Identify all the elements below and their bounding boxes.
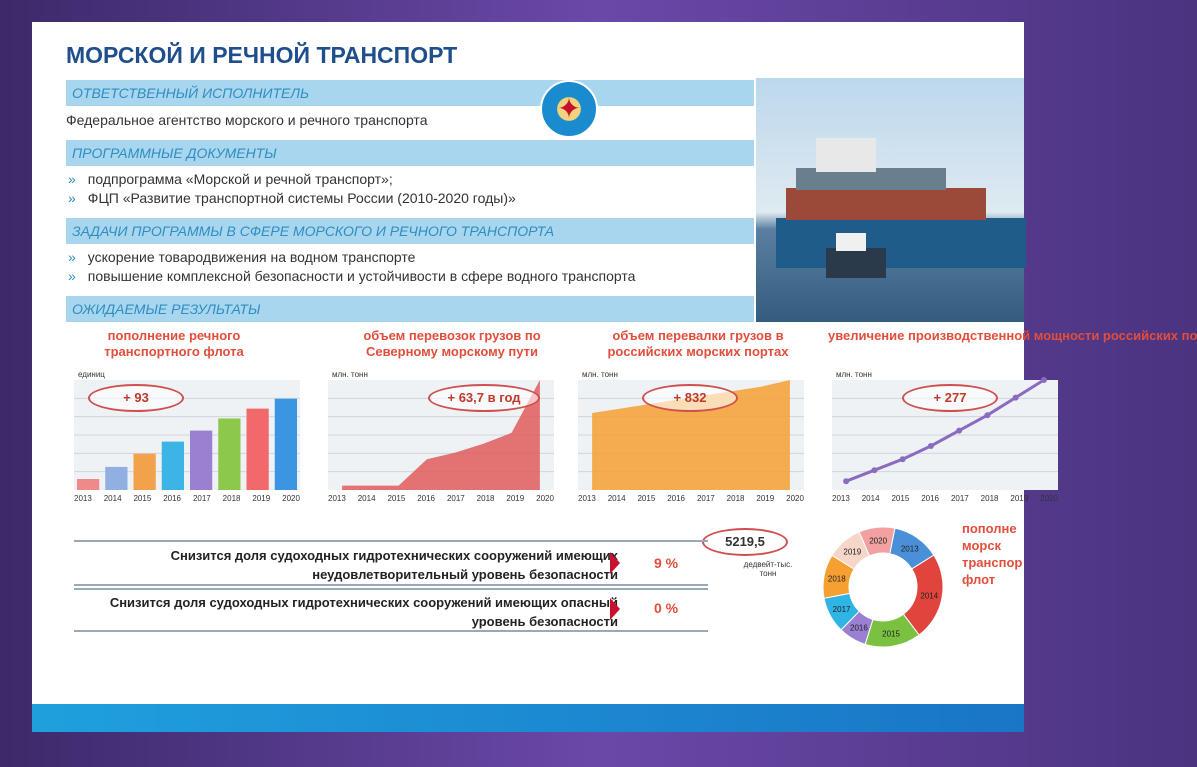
annotation-badge: + 93 bbox=[88, 384, 184, 412]
result-value-1: 9 % bbox=[654, 555, 679, 571]
slide bbox=[32, 22, 1197, 732]
data-point bbox=[900, 456, 906, 462]
donut-chart bbox=[818, 522, 948, 652]
tick-label: 2018 bbox=[980, 494, 999, 503]
data-point bbox=[928, 443, 934, 449]
tick-label: 2016 bbox=[667, 494, 685, 503]
tick-label: 2015 bbox=[891, 494, 910, 503]
tick-label: 2016 bbox=[417, 494, 435, 503]
slice-label: 2016 bbox=[850, 623, 868, 633]
tick-label: 2018 bbox=[726, 494, 745, 503]
data-point bbox=[956, 428, 962, 434]
tick-label: 2013 bbox=[578, 494, 596, 503]
tick-label: 2020 bbox=[536, 494, 554, 503]
bar bbox=[275, 399, 297, 490]
bar bbox=[77, 479, 99, 490]
chart-title: увеличение производственной мощности российских по bbox=[828, 328, 1197, 343]
list-item: » ускорение товародвижения на водном транспорте bbox=[68, 249, 416, 265]
pointer-icon bbox=[610, 552, 620, 574]
tick-label: 2019 bbox=[756, 494, 775, 503]
result-value-2: 0 % bbox=[654, 600, 679, 616]
bar bbox=[134, 454, 156, 490]
tick-label: 2013 bbox=[328, 494, 346, 503]
list-item: » ФЦП «Развитие транспортной системы России (2010-2020 годы)» bbox=[68, 190, 516, 206]
tick-label: 2017 bbox=[950, 494, 969, 503]
tick-label: 2019 bbox=[506, 494, 525, 503]
list-item: » подпрограмма «Морской и речной транспорт»; bbox=[68, 171, 393, 187]
annotation-badge: + 63,7 в год bbox=[428, 384, 540, 412]
donut-unit: дедвейт-тыс. тонн bbox=[743, 560, 793, 578]
axis-unit-label: единиц bbox=[78, 370, 105, 379]
slice-label: 2018 bbox=[827, 574, 846, 584]
data-point bbox=[1013, 395, 1019, 401]
axis-unit-label: млн. тонн bbox=[332, 370, 368, 379]
section-heading-documents: ПРОГРАММНЫЕ ДОКУМЕНТЫ bbox=[66, 140, 754, 166]
annotation-badge: + 832 bbox=[642, 384, 738, 412]
slice-label: 2014 bbox=[920, 591, 939, 601]
tick-label: 2018 bbox=[222, 494, 241, 503]
x-axis-ticks bbox=[832, 494, 1058, 503]
data-point bbox=[843, 478, 849, 484]
chart-title: пополнение речного транспортного флота bbox=[104, 328, 244, 359]
slice-label: 2019 bbox=[843, 547, 862, 557]
section-heading-executor: ОТВЕТСТВЕННЫЙ ИСПОЛНИТЕЛЬ bbox=[66, 80, 754, 106]
tick-label: 2017 bbox=[192, 494, 211, 503]
annotation-badge: + 277 bbox=[902, 384, 998, 412]
tick-label: 2014 bbox=[607, 494, 626, 503]
axis-unit-label: млн. тонн bbox=[836, 370, 872, 379]
tasks-list bbox=[68, 248, 635, 286]
ship-photo bbox=[756, 78, 1024, 322]
tick-label: 2017 bbox=[696, 494, 715, 503]
donut-total: 5219,5 bbox=[702, 528, 788, 556]
x-axis-ticks bbox=[74, 494, 300, 503]
bar bbox=[162, 442, 184, 490]
tick-label: 2020 bbox=[282, 494, 300, 503]
slice-label: 2013 bbox=[900, 544, 919, 554]
documents-list bbox=[68, 170, 516, 208]
x-axis-ticks bbox=[578, 494, 804, 503]
axis-unit-label: млн. тонн bbox=[582, 370, 618, 379]
page-title: МОРСКОЙ И РЕЧНОЙ ТРАНСПОРТ bbox=[66, 42, 458, 68]
chart-title: объем перевозок грузов по Северному морскому пути bbox=[363, 328, 541, 359]
tick-label: 2015 bbox=[387, 494, 406, 503]
bar bbox=[218, 419, 240, 491]
data-point bbox=[1041, 377, 1047, 383]
section-heading-results: ОЖИДАЕМЫЕ РЕЗУЛЬТАТЫ bbox=[66, 296, 754, 322]
tick-label: 2014 bbox=[861, 494, 880, 503]
tick-label: 2020 bbox=[1040, 494, 1058, 503]
section-heading-tasks: ЗАДАЧИ ПРОГРАММЫ В СФЕРЕ МОРСКОГО И РЕЧНОГО ТРАНСПОРТА bbox=[66, 218, 754, 244]
tick-label: 2014 bbox=[103, 494, 122, 503]
x-axis-ticks bbox=[328, 494, 554, 503]
bar bbox=[247, 409, 269, 490]
donut-title: пополне морск транспор флот bbox=[962, 521, 1023, 587]
tick-label: 2020 bbox=[786, 494, 804, 503]
slice-label: 2017 bbox=[832, 605, 851, 615]
tick-label: 2018 bbox=[476, 494, 495, 503]
footer-bar bbox=[32, 704, 1024, 732]
data-point bbox=[984, 412, 990, 418]
tick-label: 2015 bbox=[133, 494, 152, 503]
result-row-1: Снизится доля судоходных гидротехнических сооружений имеющих неудовлетворительный уровень безопасности bbox=[74, 540, 708, 586]
pointer-icon bbox=[610, 598, 620, 620]
result-row-2: Снизится доля судоходных гидротехнических сооружений имеющих опасный уровень безопасности bbox=[74, 588, 708, 632]
ship-illustration bbox=[756, 78, 1024, 322]
tick-label: 2016 bbox=[163, 494, 181, 503]
tick-label: 2013 bbox=[74, 494, 92, 503]
data-point bbox=[871, 467, 877, 473]
tick-label: 2017 bbox=[446, 494, 465, 503]
slice-label: 2020 bbox=[869, 536, 888, 546]
executor-text: Федеральное агентство морского и речного транспорта bbox=[66, 112, 428, 128]
list-item: » повышение комплексной безопасности и устойчивости в сфере водного транспорта bbox=[68, 268, 636, 284]
tick-label: 2015 bbox=[637, 494, 656, 503]
tick-label: 2019 bbox=[1010, 494, 1029, 503]
tick-label: 2014 bbox=[357, 494, 376, 503]
chart-title: объем перевалки грузов в российских морских портах bbox=[607, 328, 789, 359]
emblem-icon: ✦ bbox=[540, 80, 598, 138]
bar bbox=[105, 467, 127, 490]
tick-label: 2019 bbox=[252, 494, 271, 503]
tick-label: 2016 bbox=[921, 494, 939, 503]
tick-label: 2013 bbox=[832, 494, 850, 503]
slice-label: 2015 bbox=[882, 629, 900, 639]
bar bbox=[190, 431, 212, 490]
